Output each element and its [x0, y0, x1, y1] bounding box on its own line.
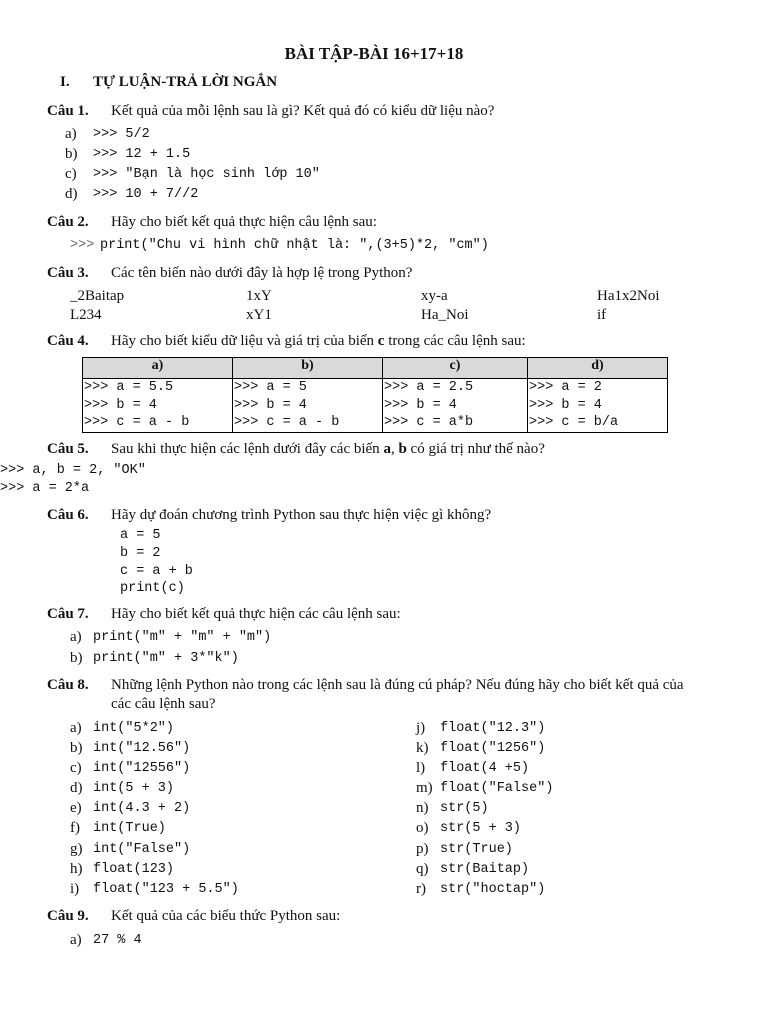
q8-item-letter: j) — [416, 720, 426, 736]
q4-header: c) — [383, 358, 528, 379]
q6-code-line: print(c) — [120, 581, 185, 596]
q6-code-line: c = a + b — [120, 564, 193, 579]
q9-item-code: 27 % 4 — [93, 933, 142, 948]
q8-item-code: str(True) — [440, 842, 513, 857]
question-8-number: Câu 8. — [47, 677, 89, 693]
page-title: BÀI TẬP-BÀI 16+17+18 — [284, 44, 464, 63]
q5-bold-b: b — [398, 441, 407, 457]
q8-item-letter: a) — [70, 720, 82, 736]
q3-variable-name: xy-a — [421, 288, 448, 304]
question-7-text: Hãy cho biết kết quả thực hiện các câu lệnh sau: — [111, 606, 401, 622]
q8-item-code: int(True) — [93, 821, 166, 836]
q3-variable-name: L234 — [70, 307, 102, 323]
question-5-text — [111, 441, 545, 458]
q8-item-code: float("False") — [440, 781, 554, 796]
q9-item-letter: a) — [70, 932, 82, 948]
q5-bold-a: a — [383, 441, 391, 457]
q6-code-line: a = 5 — [120, 528, 161, 543]
q8-item-code: int("False") — [93, 842, 191, 857]
q1-item-letter: d) — [65, 186, 78, 202]
q8-item-code: str(5 + 3) — [440, 821, 522, 836]
q4-table — [82, 357, 668, 433]
q7-item-code: print("m" + 3*"k") — [93, 651, 239, 666]
q8-item-code: str(5) — [440, 801, 489, 816]
q8-item-letter: i) — [70, 881, 80, 897]
q8-item-letter: h) — [70, 861, 83, 877]
q8-item-code: int("12.56") — [93, 741, 191, 756]
question-3-number: Câu 3. — [47, 265, 89, 281]
q8-item-letter: c) — [70, 760, 82, 776]
q7-item-letter: a) — [70, 629, 82, 645]
q8-item-letter: p) — [416, 841, 429, 857]
q8-item-letter: b) — [70, 740, 83, 756]
q8-item-code: int(4.3 + 2) — [93, 801, 191, 816]
q8-item-code: str(Baitap) — [440, 862, 530, 877]
q4-text-bold: c — [377, 333, 385, 349]
question-3-text: Các tên biến nào dưới đây là hợp lệ trong Python? — [111, 265, 413, 281]
q6-code-line: b = 2 — [120, 546, 161, 561]
q5-text-pre: Sau khi thực hiện các lệnh dưới đây các biến — [111, 441, 384, 457]
q8-item-code: int(5 + 3) — [93, 781, 175, 796]
q3-variable-name: if — [597, 307, 607, 323]
question-1-text: Kết quả của mỗi lệnh sau là gì? Kết quả đó có kiểu dữ liệu nào? — [111, 103, 495, 119]
question-8-text: Những lệnh Python nào trong các lệnh sau là đúng cú pháp? Nếu đúng hãy cho biết kết quả của — [111, 677, 684, 693]
question-6-text: Hãy dự đoán chương trình Python sau thực hiện việc gì không? — [111, 507, 492, 523]
q8-item-letter: n) — [416, 800, 429, 816]
q8-item-code: float("123 + 5.5") — [93, 882, 239, 897]
question-9-number: Câu 9. — [47, 908, 89, 924]
question-4-number: Câu 4. — [47, 333, 89, 349]
q5-code-line: >>> a = 2*a — [0, 481, 90, 496]
q1-item-letter: a) — [65, 126, 77, 142]
q4-header: a) — [83, 358, 233, 379]
question-6-number: Câu 6. — [47, 507, 89, 523]
q1-item-code: >>> 5/2 — [93, 127, 150, 142]
q1-item-letter: c) — [65, 166, 77, 182]
question-7-number: Câu 7. — [47, 606, 89, 622]
q8-item-letter: m) — [416, 780, 433, 796]
q1-item-code: >>> "Bạn là học sinh lớp 10" — [93, 167, 320, 182]
q4-header: d) — [528, 358, 668, 379]
q8-item-letter: r) — [416, 881, 426, 897]
question-8-text-continued: các câu lệnh sau? — [111, 696, 216, 712]
q8-item-code: float(123) — [93, 862, 175, 877]
q8-item-letter: d) — [70, 780, 83, 796]
question-4-text — [111, 333, 526, 350]
q8-item-letter: l) — [416, 760, 426, 776]
question-1-number: Câu 1. — [47, 103, 89, 119]
question-2-number: Câu 2. — [47, 214, 89, 230]
q8-item-letter: g) — [70, 841, 83, 857]
q3-variable-name: xY1 — [246, 307, 272, 323]
q8-item-code: int("5*2") — [93, 721, 175, 736]
q8-item-code: str("hoctap") — [440, 882, 546, 897]
question-9-text: Kết quả của các biểu thức Python sau: — [111, 908, 341, 924]
q5-code-line: >>> a, b = 2, "OK" — [0, 463, 146, 478]
q8-item-letter: f) — [70, 820, 80, 836]
q7-item-letter: b) — [70, 650, 83, 666]
q2-code: print("Chu vi hình chữ nhật là: ",(3+5)*2, "cm") — [100, 238, 489, 253]
q8-item-letter: q) — [416, 861, 429, 877]
q8-item-code: float("1256") — [440, 741, 546, 756]
q8-item-code: float("12.3") — [440, 721, 546, 736]
q3-variable-name: Ha_Noi — [421, 307, 469, 323]
q5-text-post: có giá trị như thế nào? — [406, 441, 545, 457]
q4-cell: >>> a = 2.5 >>> b = 4 >>> c = a*b — [383, 379, 528, 433]
q8-item-letter: o) — [416, 820, 429, 836]
question-5-number: Câu 5. — [47, 441, 89, 457]
q1-item-code: >>> 10 + 7//2 — [93, 187, 199, 202]
q4-cell: >>> a = 5.5 >>> b = 4 >>> c = a - b — [83, 379, 233, 433]
question-2-text: Hãy cho biết kết quả thực hiện câu lệnh sau: — [111, 214, 377, 230]
section-number: I. — [60, 74, 70, 90]
q4-text-post: trong các câu lệnh sau: — [384, 333, 526, 349]
q8-item-letter: k) — [416, 740, 429, 756]
q4-text-pre: Hãy cho biết kiểu dữ liệu và giá trị của biến — [111, 333, 378, 349]
q1-item-code: >>> 12 + 1.5 — [93, 147, 191, 162]
q7-item-code: print("m" + "m" + "m") — [93, 630, 272, 645]
q2-prompt: >>> — [70, 238, 95, 253]
q8-item-code: float(4 +5) — [440, 761, 530, 776]
q3-variable-name: 1xY — [246, 288, 272, 304]
section-heading: TỰ LUẬN-TRẢ LỜI NGẮN — [93, 74, 278, 90]
q4-cell: >>> a = 5 >>> b = 4 >>> c = a - b — [233, 379, 383, 433]
q3-variable-name: _2Baitap — [70, 288, 125, 304]
q3-variable-name: Ha1x2Noi — [597, 288, 660, 304]
q1-item-letter: b) — [65, 146, 78, 162]
q5-text-mid: , — [390, 441, 399, 457]
q4-cell: >>> a = 2 >>> b = 4 >>> c = b/a — [528, 379, 668, 433]
q4-header: b) — [233, 358, 383, 379]
q8-item-letter: e) — [70, 800, 82, 816]
q8-item-code: int("12556") — [93, 761, 191, 776]
